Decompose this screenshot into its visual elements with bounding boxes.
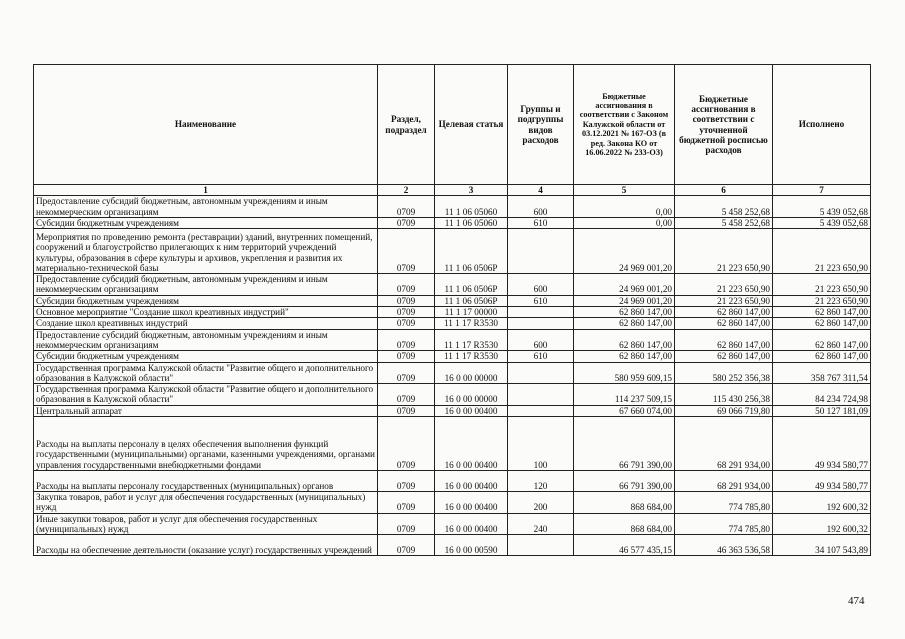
cell-name: Субсидии бюджетным учреждениям — [34, 217, 378, 228]
cell-refined: 5 458 252,68 — [675, 217, 773, 228]
header-name: Наименование — [34, 65, 378, 185]
cell-target: 11 1 06 0506Р — [435, 295, 508, 306]
cell-group: 610 — [508, 295, 574, 306]
cell-section: 0709 — [378, 229, 435, 274]
cell-law: 114 237 509,15 — [574, 384, 675, 406]
cell-law: 24 969 001,20 — [574, 295, 675, 306]
cell-name: Государственная программа Калужской области "Развитие общего и дополнительного образования в Калужской области" — [34, 384, 378, 406]
col-number: 7 — [773, 185, 871, 196]
cell-refined: 774 785,80 — [675, 492, 773, 514]
cell-done: 62 860 147,00 — [773, 318, 871, 329]
cell-group — [508, 229, 574, 274]
cell-target: 11 1 17 R3530 — [435, 318, 508, 329]
cell-done: 5 439 052,68 — [773, 196, 871, 218]
table-row — [34, 318, 871, 329]
cell-refined: 62 860 147,00 — [675, 307, 773, 318]
cell-name: Основное мероприятие "Создание школ креативных индустрий" — [34, 307, 378, 318]
table-row — [34, 471, 871, 492]
cell-law: 62 860 147,00 — [574, 351, 675, 362]
col-number: 6 — [675, 185, 773, 196]
cell-name: Субсидии бюджетным учреждениям — [34, 351, 378, 362]
cell-name: Предоставление субсидий бюджетным, автономным учреждениям и иным некоммерческим организациям — [34, 329, 378, 351]
cell-law: 66 791 390,00 — [574, 417, 675, 471]
cell-refined: 5 458 252,68 — [675, 196, 773, 218]
cell-group — [508, 384, 574, 406]
cell-section: 0709 — [378, 535, 435, 556]
header-law: Бюджетные ассигнования в соответствии с Законом Калужской области от 03.12.2021 № 167-ОЗ (в ред. Закона КО от 16.06.2022 № 233-ОЗ) — [574, 65, 675, 185]
cell-group: 200 — [508, 492, 574, 514]
cell-section: 0709 — [378, 295, 435, 306]
cell-done: 62 860 147,00 — [773, 329, 871, 351]
table-row — [34, 384, 871, 406]
cell-law: 24 969 001,20 — [574, 274, 675, 296]
cell-section: 0709 — [378, 513, 435, 535]
page-number: 474 — [848, 595, 865, 607]
cell-section: 0709 — [378, 307, 435, 318]
cell-target: 16 0 00 00400 — [435, 513, 508, 535]
col-number: 3 — [435, 185, 508, 196]
cell-name: Центральный аппарат — [34, 405, 378, 416]
cell-done: 62 860 147,00 — [773, 307, 871, 318]
header-row — [34, 65, 871, 185]
cell-refined: 69 066 719,80 — [675, 405, 773, 416]
cell-section: 0709 — [378, 405, 435, 416]
cell-section: 0709 — [378, 318, 435, 329]
table-row — [34, 417, 871, 471]
table-row — [34, 492, 871, 514]
cell-group: 600 — [508, 196, 574, 218]
cell-refined: 62 860 147,00 — [675, 329, 773, 351]
col-number: 1 — [34, 185, 378, 196]
cell-law: 46 577 435,15 — [574, 535, 675, 556]
cell-name: Предоставление субсидий бюджетным, автономным учреждениям и иным некоммерческим организациям — [34, 196, 378, 218]
cell-refined: 68 291 934,00 — [675, 417, 773, 471]
cell-name: Создание школ креативных индустрий — [34, 318, 378, 329]
table-row — [34, 351, 871, 362]
table-row — [34, 274, 871, 296]
cell-refined: 21 223 650,90 — [675, 274, 773, 296]
cell-done: 21 223 650,90 — [773, 229, 871, 274]
cell-name: Расходы на выплаты персоналу государственных (муниципальных) органов — [34, 471, 378, 492]
table-row — [34, 329, 871, 351]
cell-target: 16 0 00 00400 — [435, 417, 508, 471]
budget-table — [33, 64, 871, 556]
cell-group — [508, 535, 574, 556]
cell-section: 0709 — [378, 329, 435, 351]
cell-law: 66 791 390,00 — [574, 471, 675, 492]
cell-target: 11 1 17 00000 — [435, 307, 508, 318]
cell-refined: 21 223 650,90 — [675, 295, 773, 306]
cell-target: 16 0 00 00400 — [435, 405, 508, 416]
cell-done: 5 439 052,68 — [773, 217, 871, 228]
cell-section: 0709 — [378, 417, 435, 471]
cell-name: Закупка товаров, работ и услуг для обеспечения государственных (муниципальных) нужд — [34, 492, 378, 514]
cell-law: 62 860 147,00 — [574, 307, 675, 318]
table-row — [34, 513, 871, 535]
cell-law: 868 684,00 — [574, 492, 675, 514]
col-number: 4 — [508, 185, 574, 196]
header-done: Исполнено — [773, 65, 871, 185]
cell-law: 580 959 609,15 — [574, 362, 675, 384]
col-number: 5 — [574, 185, 675, 196]
cell-name: Расходы на выплаты персоналу в целях обеспечения выполнения функций государственными (муниципальными) органами, казенными учреждениями, органами управления государственными внебюджетными фондами — [34, 417, 378, 471]
table-row — [34, 229, 871, 274]
cell-law: 67 660 074,00 — [574, 405, 675, 416]
cell-target: 16 0 00 00400 — [435, 492, 508, 514]
cell-refined: 115 430 256,38 — [675, 384, 773, 406]
header-target: Целевая статья — [435, 65, 508, 185]
header-group: Группы и подгруппы видов расходов — [508, 65, 574, 185]
cell-done: 192 600,32 — [773, 492, 871, 514]
cell-done: 49 934 580,77 — [773, 417, 871, 471]
cell-law: 0,00 — [574, 196, 675, 218]
cell-group: 610 — [508, 217, 574, 228]
cell-section: 0709 — [378, 196, 435, 218]
cell-name: Иные закупки товаров, работ и услуг для обеспечения государственных (муниципальных) нужд — [34, 513, 378, 535]
cell-section: 0709 — [378, 274, 435, 296]
table-row — [34, 217, 871, 228]
cell-target: 11 1 06 0506Р — [435, 229, 508, 274]
cell-done: 84 234 724,98 — [773, 384, 871, 406]
cell-group: 120 — [508, 471, 574, 492]
cell-refined: 62 860 147,00 — [675, 318, 773, 329]
cell-done: 21 223 650,90 — [773, 274, 871, 296]
cell-target: 11 1 06 05060 — [435, 196, 508, 218]
cell-target: 11 1 17 R3530 — [435, 329, 508, 351]
cell-done: 62 860 147,00 — [773, 351, 871, 362]
table-row — [34, 535, 871, 556]
cell-refined: 68 291 934,00 — [675, 471, 773, 492]
cell-group — [508, 307, 574, 318]
cell-name: Мероприятия по проведению ремонта (реставрации) зданий, внутренних помещений, сооружений и благоустройство прилегающих к ним территорий учреждений культуры, образования в сфере культуры и архивов, укрепления и развития их материально-технической базы — [34, 229, 378, 274]
cell-section: 0709 — [378, 362, 435, 384]
cell-group: 610 — [508, 351, 574, 362]
cell-done: 192 600,32 — [773, 513, 871, 535]
table-row — [34, 295, 871, 306]
cell-target: 16 0 00 00000 — [435, 384, 508, 406]
cell-group: 600 — [508, 274, 574, 296]
cell-name: Государственная программа Калужской области "Развитие общего и дополнительного образования в Калужской области" — [34, 362, 378, 384]
cell-refined: 580 252 356,38 — [675, 362, 773, 384]
cell-group — [508, 362, 574, 384]
cell-target: 11 1 17 R3530 — [435, 351, 508, 362]
cell-group — [508, 318, 574, 329]
cell-section: 0709 — [378, 351, 435, 362]
cell-refined: 62 860 147,00 — [675, 351, 773, 362]
cell-group: 600 — [508, 329, 574, 351]
table-row — [34, 307, 871, 318]
cell-target: 16 0 00 00400 — [435, 471, 508, 492]
cell-section: 0709 — [378, 492, 435, 514]
cell-done: 49 934 580,77 — [773, 471, 871, 492]
cell-done: 50 127 181,09 — [773, 405, 871, 416]
cell-law: 0,00 — [574, 217, 675, 228]
cell-done: 21 223 650,90 — [773, 295, 871, 306]
header-refined: Бюджетные ассигнования в соответствии с уточненной бюджетной росписью расходов — [675, 65, 773, 185]
cell-name: Предоставление субсидий бюджетным, автономным учреждениям и иным некоммерческим организациям — [34, 274, 378, 296]
cell-section: 0709 — [378, 217, 435, 228]
cell-group: 240 — [508, 513, 574, 535]
cell-law: 868 684,00 — [574, 513, 675, 535]
table-row — [34, 362, 871, 384]
cell-refined: 774 785,80 — [675, 513, 773, 535]
cell-refined: 46 363 536,58 — [675, 535, 773, 556]
cell-done: 34 107 543,89 — [773, 535, 871, 556]
cell-group: 100 — [508, 417, 574, 471]
cell-target: 11 1 06 0506Р — [435, 274, 508, 296]
cell-refined: 21 223 650,90 — [675, 229, 773, 274]
cell-target: 11 1 06 05060 — [435, 217, 508, 228]
cell-name: Субсидии бюджетным учреждениям — [34, 295, 378, 306]
cell-done: 358 767 311,54 — [773, 362, 871, 384]
cell-group — [508, 405, 574, 416]
cell-target: 16 0 00 00000 — [435, 362, 508, 384]
table-row — [34, 405, 871, 416]
cell-name: Расходы на обеспечение деятельности (оказание услуг) государственных учреждений — [34, 535, 378, 556]
cell-law: 62 860 147,00 — [574, 329, 675, 351]
cell-law: 24 969 001,20 — [574, 229, 675, 274]
cell-section: 0709 — [378, 384, 435, 406]
table-row — [34, 196, 871, 218]
cell-law: 62 860 147,00 — [574, 318, 675, 329]
cell-section: 0709 — [378, 471, 435, 492]
column-numbers-row — [34, 185, 871, 196]
col-number: 2 — [378, 185, 435, 196]
cell-target: 16 0 00 00590 — [435, 535, 508, 556]
header-section: Раздел, подраздел — [378, 65, 435, 185]
